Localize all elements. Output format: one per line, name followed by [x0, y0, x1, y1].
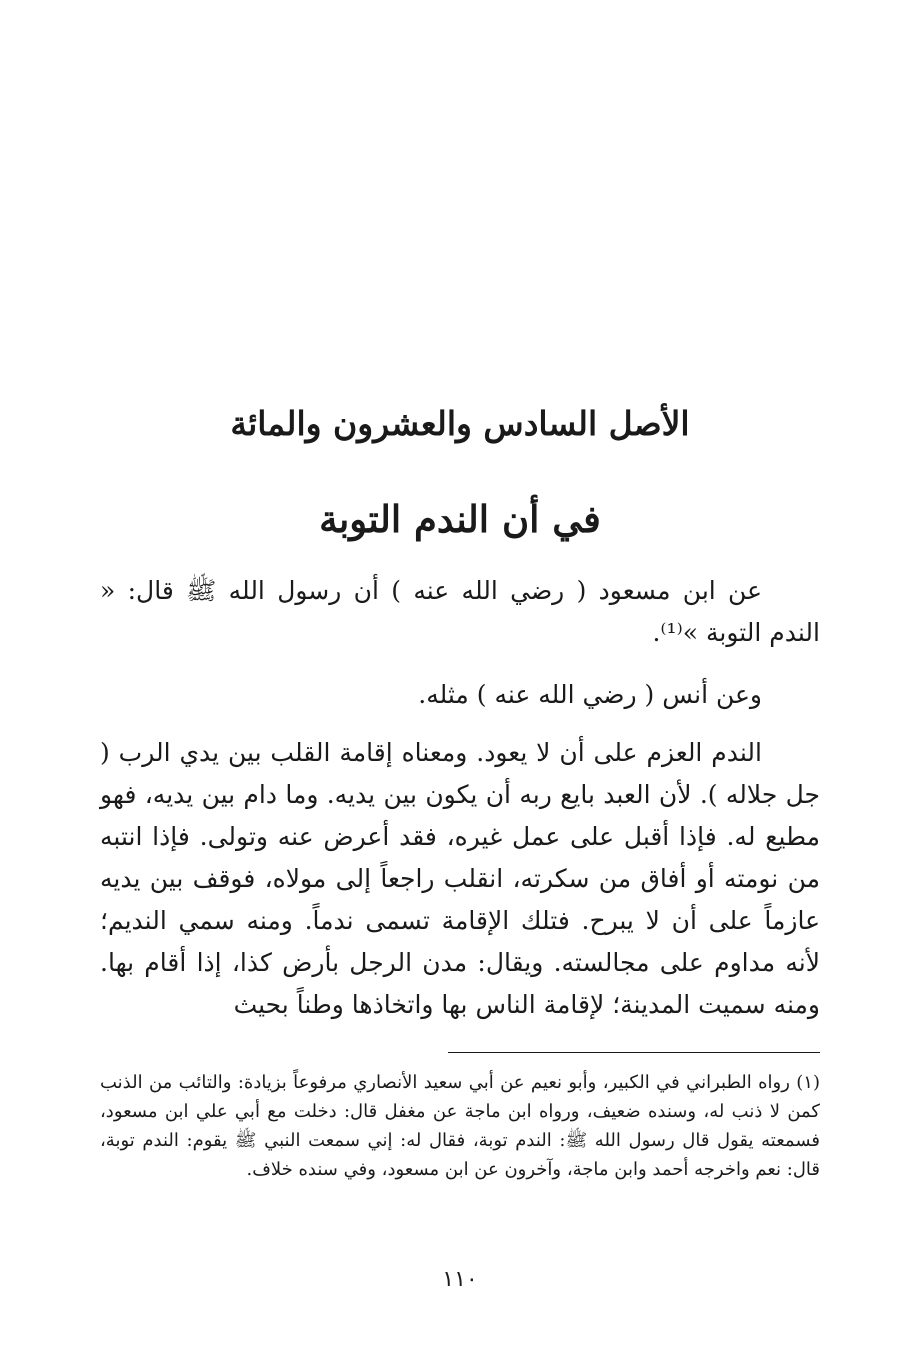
chapter-title: الأصل السادس والعشرون والمائة [230, 404, 690, 443]
chapter-subtitle: في أن الندم التوبة [319, 497, 601, 541]
footnote-text: (١) رواه الطبراني في الكبير، وأبو نعيم عن أبي سعيد الأنصاري مرفوعاً بزيادة: والتائب من الذنب كمن لا ذنب له، وسنده ضعيف، ورواه ابن ماجة عن مغفل قال: دخلت مع أبي علي ابن مسعود، فسمعته يقول قال رسول الله ﷺ: الندم توبة، فقال له: إني سمعت النبي ﷺ يقوم: الندم توبة، قال: نعم واخرجه أحمد وابن ماجة، وآخرون عن ابن مسعود، وفي سنده خلاف. [100, 1072, 820, 1180]
narration-paragraph: وعن أنس ( رضي الله عنه ) مثله. [418, 680, 762, 709]
commentary-paragraph: الندم العزم على أن لا يعود. ومعناه إقامة القلب بين يدي الرب ( جل جلاله ). لأن العبد بايع ربه أن يكون بين يديه. وما دام بين يديه، فهو مطيع له. فإذا أقبل على عمل غيره، فقد أعرض عنه وتولى. فإذا انتبه من نومته أو أفاق من سكرته، انقلب راجعاً إلى مولاه، فوقف بين يديه عازماً على أن لا يبرح. فتلك الإقامة تسمى ندماً. ومنه سمي النديم؛ لأنه مداوم على مجالسته. ويقال: مدن الرجل بأرض كذا، إذا أقام بها. ومنه سميت المدينة؛ لإقامة الناس بها واتخاذها وطناً بحيث [100, 738, 820, 1019]
page-number: ١١٠ [442, 1267, 478, 1292]
hadith-paragraph: عن ابن مسعود ( رضي الله عنه ) أن رسول الله ﷺ قال: « الندم التوبة »⁽¹⁾. [100, 576, 820, 647]
footnote-divider [448, 1052, 820, 1053]
